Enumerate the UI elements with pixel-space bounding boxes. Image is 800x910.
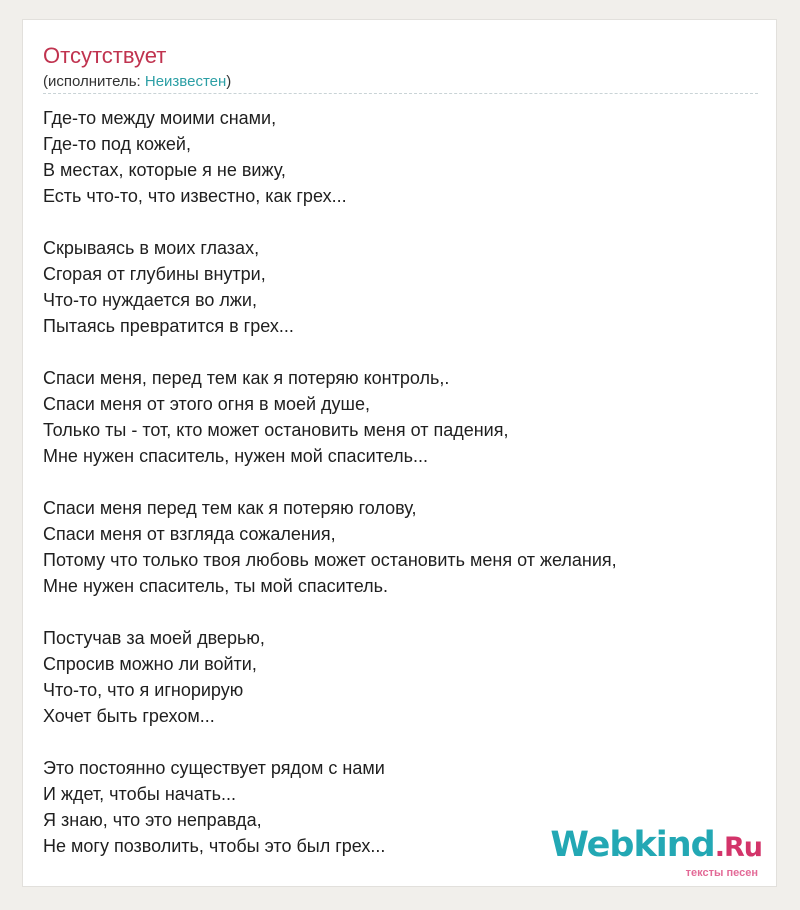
lyrics-line: Есть что-то, что известно, как грех... xyxy=(43,186,347,206)
lyrics-stanza xyxy=(43,235,758,339)
lyrics-line: Пытаясь превратится в грех... xyxy=(43,316,294,336)
lyrics-line: Потому что только твоя любовь может остановить меня от желания, xyxy=(43,550,617,570)
lyrics-line: Спаси меня, перед тем как я потеряю контроль,. xyxy=(43,368,450,388)
lyrics-line: Спаси меня от взгляда сожаления, xyxy=(43,524,336,544)
lyrics-line: Что-то нуждается во лжи, xyxy=(43,290,257,310)
lyrics-line: Где-то под кожей, xyxy=(43,134,191,154)
lyrics-line: Что-то, что я игнорирую xyxy=(43,680,244,700)
lyrics-line: Мне нужен спаситель, нужен мой спаситель... xyxy=(43,446,428,466)
lyrics-line: Спаси меня от этого огня в моей душе, xyxy=(43,394,371,414)
artist-prefix: (исполнитель: xyxy=(43,73,145,90)
lyrics-line: Я знаю, что это неправда, xyxy=(43,810,262,830)
lyrics-stanza xyxy=(43,105,758,209)
lyrics-line: Только ты - тот, кто может остановить меня от падения, xyxy=(43,420,509,440)
lyrics-line: Хочет быть грехом... xyxy=(43,706,215,726)
site-logo[interactable] xyxy=(550,825,768,882)
logo-name: Webkind xyxy=(550,825,715,865)
lyrics-stanza xyxy=(43,365,758,469)
song-title: Отсутствует xyxy=(43,43,167,68)
lyrics-line: Спросив можно ли войти, xyxy=(43,654,257,674)
artist-line xyxy=(43,74,231,89)
lyrics-line: Скрываясь в моих глазах, xyxy=(43,238,260,258)
lyrics-line: Мне нужен спаситель, ты мой спаситель. xyxy=(43,576,389,596)
lyrics-line: Постучав за моей дверью, xyxy=(43,628,265,648)
artist-suffix: ) xyxy=(226,73,232,90)
logo-tld: .Ru xyxy=(714,832,762,863)
lyrics-stanza xyxy=(43,625,758,729)
logo-tagline: тексты песен xyxy=(685,867,758,879)
logo-wordmark xyxy=(550,825,762,865)
lyrics-line: Где-то между моими снами, xyxy=(43,108,277,128)
lyrics-body xyxy=(43,105,758,885)
lyrics-line: Не могу позволить, чтобы это был грех... xyxy=(43,836,386,856)
lyrics-line: Спаси меня перед тем как я потеряю голову, xyxy=(43,498,417,518)
lyrics-stanza xyxy=(43,495,758,599)
lyrics-line: В местах, которые я не вижу, xyxy=(43,160,286,180)
title-divider xyxy=(43,93,758,94)
lyrics-line: Это постоянно существует рядом с нами xyxy=(43,758,385,778)
lyrics-line: Сгорая от глубины внутри, xyxy=(43,264,266,284)
lyrics-line: И ждет, чтобы начать... xyxy=(43,784,236,804)
lyrics-card xyxy=(22,19,777,887)
artist-link[interactable]: Неизвестен xyxy=(144,73,227,90)
